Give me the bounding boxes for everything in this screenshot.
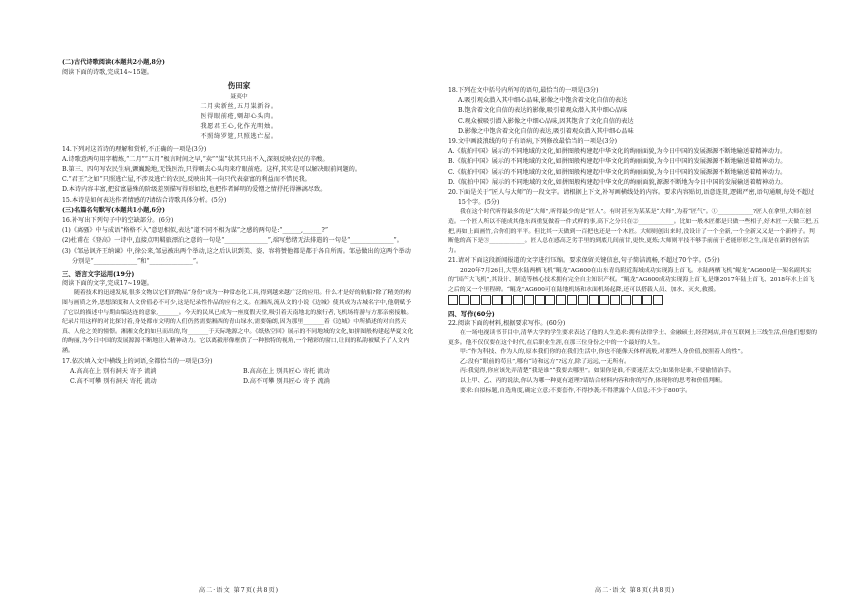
question-17-stem: 17.依次填入文中横线上的词语,全都恰当的一项是(3分) bbox=[62, 357, 213, 365]
answer-box bbox=[632, 295, 642, 305]
answer-box bbox=[556, 295, 566, 305]
language-intro: 阅读下面的文字,完成17~19题。 bbox=[62, 280, 153, 288]
poem bbox=[62, 81, 416, 142]
question-17-option-a: A.高高在上 别有洞天 寄予 流淌 bbox=[70, 367, 157, 375]
poem-line: 医得眼前疮,剜却心头肉。 bbox=[200, 113, 278, 121]
question-22-stem: 22.阅读下面的材料,根据要求写作。(60分) bbox=[448, 319, 566, 327]
section-header-writing: 四、写作(60分) bbox=[448, 309, 495, 318]
answer-grid bbox=[448, 295, 820, 308]
answer-box bbox=[545, 295, 555, 305]
poem-line: 二月卖新丝,五月粜新谷。 bbox=[200, 102, 278, 110]
poetry-intro: 阅读下面的诗歌,完成14~15题。 bbox=[62, 69, 153, 77]
section-header-poetry: (二)古代诗歌阅读(本题共2小题,8分) bbox=[62, 59, 165, 66]
answer-box bbox=[502, 295, 512, 305]
question-19-option-a: A.《航拍中国》展示的不同地域的文化,如拼图般构建起中华文化的绚丽面貌,为今日中国的发展源源不断地输送着精神动力。 bbox=[448, 148, 787, 156]
question-22-view-b: 乙:没有“眼前的苟且”,哪有“诗和远方”?远方,除了远远,一无所有。 bbox=[460, 358, 631, 365]
question-14-option-a: A.诗歌意两句用字精炼,“二月”“五月”极言时间之早,“卖”“粜”状其只出不入,深刻反映农民的辛酸。 bbox=[62, 155, 329, 163]
question-16-item-2: (2)杜甫在《登高》一诗中,直接点明羁旅漂泊之意的一句是“______________”,端写愁绪无法排遣的一句是“______________”。 bbox=[62, 237, 403, 245]
page-footer: 高二·语文 第8页(共8页) bbox=[594, 586, 676, 594]
question-16-item-3: (3)《邹忌讽齐王纳谏》中,徐公来,邹忌被出两个举动,这之后认识到美、姿、容将赞他都是都于各自所需。邹忌做出的这两个举动分别是“______________”和“______________”。 bbox=[62, 247, 411, 265]
exam-page-8 bbox=[430, 0, 860, 608]
answer-box bbox=[481, 295, 491, 305]
question-17-option-b: B.高高在上 别具匠心 寄托 流动 bbox=[243, 367, 330, 375]
question-22-view-a: 甲:“作为科技、作为人的,原本我们你的在我们生活中,你也不能像天体样流般,对那些人身价值,按照着人的性”。 bbox=[460, 349, 747, 356]
answer-box bbox=[599, 295, 609, 305]
answer-box bbox=[492, 295, 502, 305]
answer-box bbox=[610, 295, 620, 305]
answer-box bbox=[621, 295, 631, 305]
section-header-language: 三、语言文字运用(19分) bbox=[62, 270, 135, 279]
answer-box bbox=[642, 295, 652, 305]
answer-box bbox=[535, 295, 545, 305]
question-17-option-c: C.高不可攀 别有洞天 寄托 流动 bbox=[70, 378, 157, 386]
question-18-option-b: B.饱含着文化自信的表达的影像,吸引着观众潜入其中细心品味 bbox=[458, 107, 628, 115]
question-18-option-d: D.影像之中饱含着文化自信的表达,吸引着观众潜入其中细心品味 bbox=[458, 127, 634, 135]
question-17-options bbox=[62, 367, 416, 387]
answer-box bbox=[653, 295, 663, 305]
poem-author: 聂夷中 bbox=[230, 93, 248, 100]
question-19-option-d: D.《航拍中国》展示的不同地域的文化,如拼图般构建起中华文化的绚丽面貌,源源不断地为今日中国的发展输送着精神动力。 bbox=[448, 178, 787, 186]
question-22-task: 以上甲、乙、丙的说法,你认为哪一种更有道理?请结合材料内容和你的写作,体现你的思考和价值判断。 bbox=[460, 377, 727, 384]
question-19-option-b: B.《航拍中国》展示的不同地域的文化,如拼图般构建起中华文化的绚丽面貌,为今日中国的发展源源不断地输送着精神动力。 bbox=[448, 158, 787, 166]
question-21-text: 2020年7月26日,大型水陆两栖飞机“鲲龙”AG600在山东青岛附近海域成功实现海上首飞。水陆两栖飞机“鲲龙”AG600是一架名副其实的“国产大飞机”,其设计、制造等核心技术拥有完全自主知识产权。“鲲龙”AG600成功实现海上首飞,是继2017年陆上首飞、2018年水上首飞之后的又一个里程碑。“鲲龙”AG600可在陆地机场和水面机场起降,还可以搭载人员、加水、灭火,救援。 bbox=[448, 267, 815, 293]
poem-line: 不照绮罗筵,只照逃亡屋。 bbox=[200, 133, 278, 141]
question-19-stem: 19.文中画波浪线的句子有语病,下列修改最恰当的一项是(3分) bbox=[448, 138, 618, 146]
poem-title: 伤田家 bbox=[227, 81, 251, 91]
question-19-option-c: C.《航拍中国》展示的不同地域的文化,如拼图般构建起中华文化的绚丽面貌,为今日中国的发展源源不断地输送着精神动力。 bbox=[448, 168, 787, 176]
question-14-option-d: D.本诗内容丰富,把贫富悬殊的阶级差别描写得形如绘,也把作者鲜明的爱憎之情抒托得淋漓尽致。 bbox=[62, 186, 327, 194]
question-21-stem: 21.请对下面这段新闻报道的文字进行压缩。要求保留关键信息,句子简洁流畅,不超过70个字。(5分) bbox=[448, 257, 720, 265]
answer-box bbox=[448, 295, 458, 305]
question-16-stem: 16.补写出下列句子中的空缺部分。(6分) bbox=[62, 217, 174, 225]
reading-passage: 随着技术的迅速发展,很多文物以它们的物品“身份”成为一种常态化工具,得到越来越广泛的应用。什么才是好的航船?除了精美的构图与画质之外,思想深度和人文价值必不可少,这是纪录性作品的应有之义。在湘西,流从文的小说《边城》使其成为古城名字中,他朝赋予了它以的描述中与期由编达连的意象,_______。今天的民凤已成为一座度假天堂,吸引着天南地北的旅行者,飞机场将游与方那亲密接触。纪录片用这样的对比探讨着,身处都市文明的人们仍然需要湘西的青山绿水,需要翰朗,因为那里_______着《边城》中所描述的对自然天真、人伦之美的憧憬。湘湘文化的如旦而出的,均_______于天际地源之中。《纸热空回》展示的不同地域的文化,如拼图般构建起华夏文化的绚丽,为今日中国的发展源源不断地注入精神动力。它以离毅形像框供了一种独特的视角,一个精彩的窗口,让间的私韵被赋予了人文内涵。 bbox=[62, 290, 414, 355]
question-17-option-d: D.高不可攀 别具匠心 寄予 流淌 bbox=[243, 378, 330, 386]
question-14-stem: 14.下列对这首诗的理解和赏析,不正确的一项是(3分) bbox=[62, 145, 207, 153]
question-15: 15.本诗是如何表达作者情感的?请结合诗歌具体分析。(5分) bbox=[62, 196, 227, 204]
answer-box bbox=[459, 295, 469, 305]
question-18-option-a: A.吸引观众潜入其中细心品味,影像之中饱含着文化自信的表达 bbox=[458, 97, 628, 105]
page-footer: 高二·语文 第7页(共8页) bbox=[198, 586, 280, 594]
answer-box bbox=[589, 295, 599, 305]
section-header-recitation: (三)名篇名句默写(本题共1小题,6分) bbox=[62, 206, 165, 214]
answer-box bbox=[470, 295, 480, 305]
question-22-requirements: 要求:自拟标题,自选角度,确定立意;不要套作,不得抄袭;不得泄露个人信息;不少于800字。 bbox=[460, 387, 691, 394]
question-20-text: 我在这个时代听得最多的是“大师”,听得最少的是“匠人”。有时甚至为某某是“大师”,为着“匠气”。①____________?匠人在拿里,大师在创造。一个匠人所以不能成其他东西重复做着一件式样的事,高下之分只在②____________。比如一般木匠都是只做一些相子,好木匠一天做三把,五把,再如上面画竹,合你们的平平。但比其一天做到一百把也还是一个木匠。大师则创出来时,没设计了一个全新,一个全新又又是一个新样子。判断他的高下是③____________。匠人总在感高乏劣手里的到底几间前甘,更快,更炼;大师则平技不够手前前于老能形形之生,而是在新的创有活力。 bbox=[448, 209, 819, 254]
question-14-option-c: C.“君王”之如“只照逃亡屋,不涉及逃亡的农民,反映出其一向只代表豪富的利益而不惜民我。 bbox=[62, 176, 311, 184]
question-14-option-b: B.第三、四句写农民生病,颤巍跪地,无钱医治,只得剜去心头肉来疗眼前疮。这样,其实是可以解决眼前问题的。 bbox=[62, 166, 362, 174]
question-18-option-c: C.观众被吸引潜入影像之中细心品味,因其饱含了文化自信的表达 bbox=[458, 117, 634, 125]
question-18-stem: 18.下列在文中括号内所写的语句,最恰当的一项是(3分) bbox=[448, 87, 599, 94]
question-22-view-c: 丙:我觉得,你应该先弄清楚“我是谁”“我要去哪里”。如果你是谁,不要迷茫太空;如果你是谁,不要偷情治手。 bbox=[460, 368, 735, 375]
answer-box bbox=[524, 295, 534, 305]
answer-box bbox=[567, 295, 577, 305]
answer-box bbox=[513, 295, 523, 305]
question-16-item-1: (1)《离骚》中与成语“格格不入”意思相似,表达“道不同不相为谋”之感的两句是:“______,______?” bbox=[62, 227, 329, 235]
answer-box bbox=[578, 295, 588, 305]
question-20-stem: 20.下面是关于“匠人与大师”的一段文字。请根据上下文,补写画横线处的内容。要求内容贴切,语意连贯,逻辑严密,语句通顺,每处不超过15个字。(5分) bbox=[448, 189, 815, 207]
question-22-material: 在一场电视读书节目中,清华大学的学生要求表达了他的人生追求:拥有法律学士、金融硕士,经营网店,并在互联网上三线生活,但他们想要的更多。他不仅仅要在这个时代,在后职业生涯,在那三位身份之中的一个最好的人生。 bbox=[448, 330, 818, 346]
poem-line: 我愿君王心,化作光明烛。 bbox=[200, 123, 278, 131]
